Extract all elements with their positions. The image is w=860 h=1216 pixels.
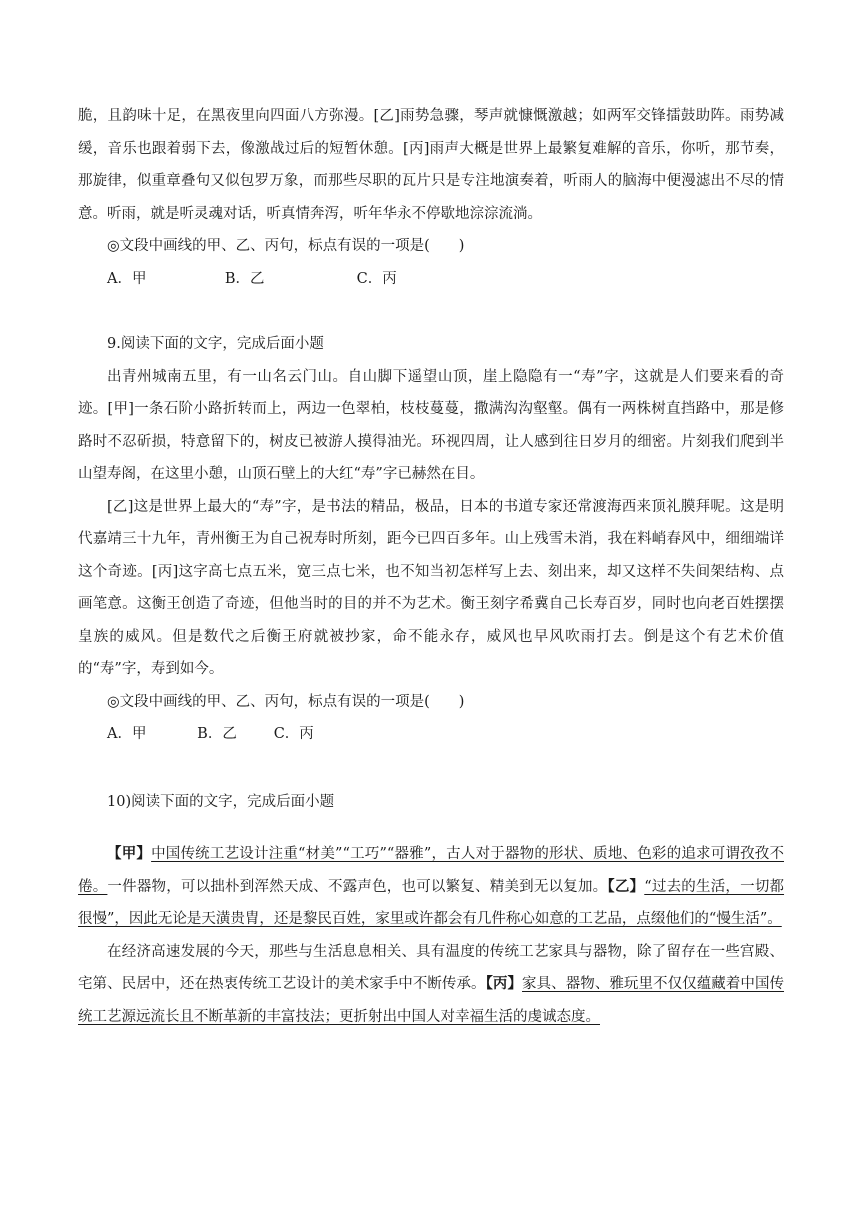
section10-heading: 10)阅读下面的文字，完成后面小题 [107,793,335,810]
section10-paragraph-2 [78,936,784,1034]
marker-yi: 【乙】 [607,877,645,895]
underlined-sentence-yi: “过去的生活，一切都很慢”，因此无论是天潢贵胄，还是黎民百姓，家里或许都会有几件称心如意的工艺品，点缀他们的“慢生活”。 [78,878,785,927]
plain-sentence: 在经济高速发展的今天，那些与生活息息相关、具有温度的传统工艺家具与器物，除了留存在一些宫殿、宅第、民居中，还在热衷传统工艺设计的美术家手中不断传承。 [78,943,784,992]
plain-sentence: 一件器物，可以拙朴到浑然天成、不露声色，也可以繁复、精美到无以复加。 [107,878,608,895]
section9-question: ◎文段中画线的甲、乙、丙句，标点有误的一项是( ) [107,693,465,710]
section8-paragraph: 脆，且韵味十足，在黑夜里向四面八方弥漫。[乙]雨势急骤，琴声就慷慨激越；如两军交锋擂鼓助阵。雨势减缓，音乐也跟着弱下去，像激战过后的短暂休憩。[丙]雨声大概是世界上最繁复难解的音乐，你听，那节奏，那旋律，似重章叠句又似包罗万象，而那些尽职的瓦片只是专注地演奏着，听雨人的脑海中便漫滤出不尽的情意。听雨，就是听灵魂对话，听真情奔泻，听年华永不停歇地淙淙流淌。 [78,108,784,222]
section9-paragraph-2: [乙]这是世界上最大的“寿”字，是书法的精品，极品，日本的书道专家还常渡海西来顶礼膜拜呢。这是明代嘉靖三十九年，青州衡王为自己祝寿时所刻，距今已四百多年。山上残雪未消，我在料峭春风中，细细端详这个奇迹。[丙]这字高七点五米，宽三点七米，也不知当初怎样写上去、刻出来，却又这样不失间架结构、点画笔意。这衡王创造了奇迹，但他当时的目的并不为艺术。衡王刻字希冀自己长寿百岁，同时也向老百姓摆摆皇族的威风。但是数代之后衡王府就被抄家，命不能永存，威风也早风吹雨打去。倒是这个有艺术价值的“寿”字，寿到如今。 [78,498,784,677]
section8-question: ◎文段中画线的甲、乙、丙句，标点有误的一项是( ) [107,238,465,254]
underlined-sentence-jia: 中国传统工艺设计注重“材美”“工巧”“器雅”，古人对于器物的形状、质地、色彩的追求可谓孜孜不倦。 [78,846,784,895]
document-page [78,100,784,1033]
marker-bing: 【丙】 [485,975,523,992]
section9-paragraph-1: 出青州城南五里，有一山名云门山。自山脚下遥望山顶，崖上隐隐有一“寿”字，这就是人们要来看的奇迹。[甲]一条石阶小路折转而上，两边一色翠柏，枝枝蔓蔓，撒满沟沟壑壑。偶有一两株树直挡路中，那是修路时不忍斫损，特意留下的，树皮已被游人摸得油光。环视四周，让人感到往日岁月的细密。片刻我们爬到半山望寿阁，在这里小憩，山顶石壁上的大红“寿”字已赫然在目。 [78,368,784,482]
section9-heading: 9.阅读下面的文字，完成后面小题 [107,336,324,352]
marker-jia: 【甲】 [107,845,152,862]
section9-options: A．甲 B．乙 C．丙 [107,726,314,742]
section10-paragraph-1 [78,838,784,936]
section8-options: A．甲 B．乙 C．丙 [107,270,397,287]
underlined-sentence-bing: 家具、器物、雅玩里不仅仅蕴藏着中国传统工艺源远流长且不断革新的丰富技法；更折射出中国人对幸福生活的虔诚态度。 [78,976,785,1025]
